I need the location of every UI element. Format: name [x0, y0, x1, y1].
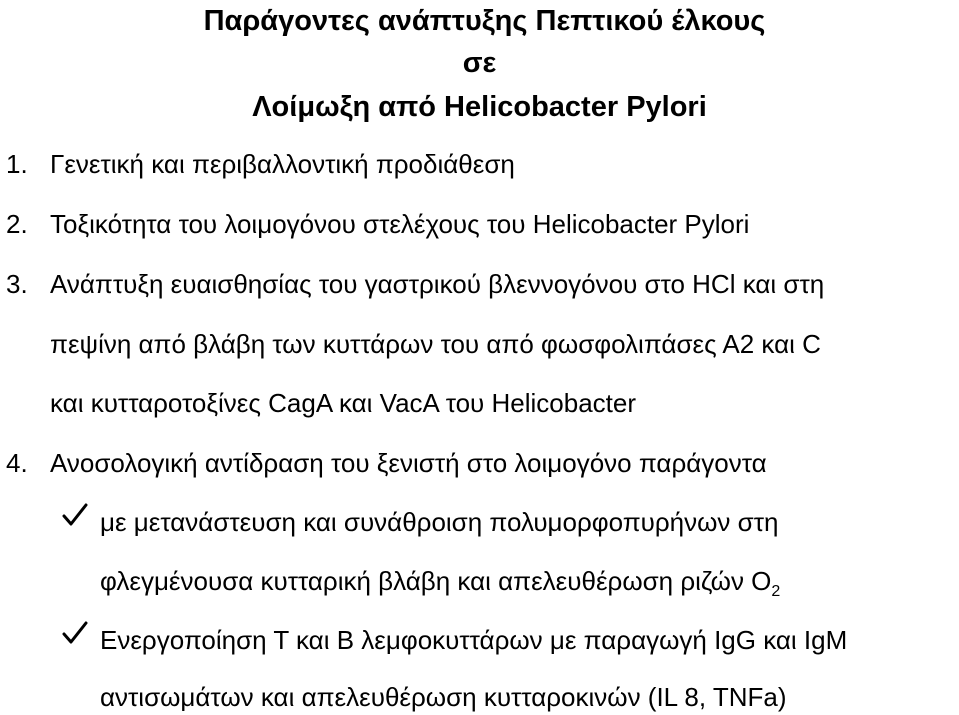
slide-title-line-1: Παράγοντες ανάπτυξης Πεπτικού έλκους [203, 5, 766, 37]
list-item-text: Ανάπτυξη ευαισθησίας του γαστρικού βλεννογόνου στο HCl και στη [50, 269, 825, 299]
sub-item-text: Ενεργοποίηση Τ και Β λεμφοκυττάρων με παραγωγή IgG και IgM [100, 625, 848, 655]
sub-item-text: φλεγμένουσα κυτταρική βλάβη και απελευθέρωση ριζών Ο [100, 566, 772, 596]
list-item-text: και κυτταροτοξίνες CagA και VacA του Helicobacter [50, 388, 637, 418]
list-item-text: πεψίνη από βλάβη των κυττάρων του από φωσφολιπάσες Α2 και C [50, 329, 821, 359]
list-item-text: Γενετική και περιβαλλοντική προδιάθεση [50, 149, 515, 179]
sub-item-text: αντισωμάτων και απελευθέρωση κυτταροκινών (IL 8, TNFa) [100, 682, 787, 712]
list-item-text: Τοξικότητα του λοιμογόνου στελέχους του Helicobacter Pylori [50, 209, 750, 239]
list-number: 1. [6, 149, 28, 179]
checkmark-icon [62, 620, 88, 646]
list-number: 4. [6, 448, 28, 478]
sub-item-text: με μετανάστευση και συνάθροιση πολυμορφοπυρήνων στη [100, 507, 779, 537]
list-number: 2. [6, 209, 28, 239]
sub-item-text-2 [100, 564, 780, 598]
slide-title-line-3: Λοίμωξη από Helicobacter Pylori [252, 91, 707, 123]
list-item-text: Ανοσολογική αντίδραση του ξενιστή στο λοιμογόνο παράγοντα [50, 448, 767, 478]
checkmark-icon [62, 502, 88, 528]
list-number: 3. [6, 269, 28, 299]
slide-title-line-2: σε [462, 47, 497, 79]
subscript: 2 [771, 583, 781, 600]
